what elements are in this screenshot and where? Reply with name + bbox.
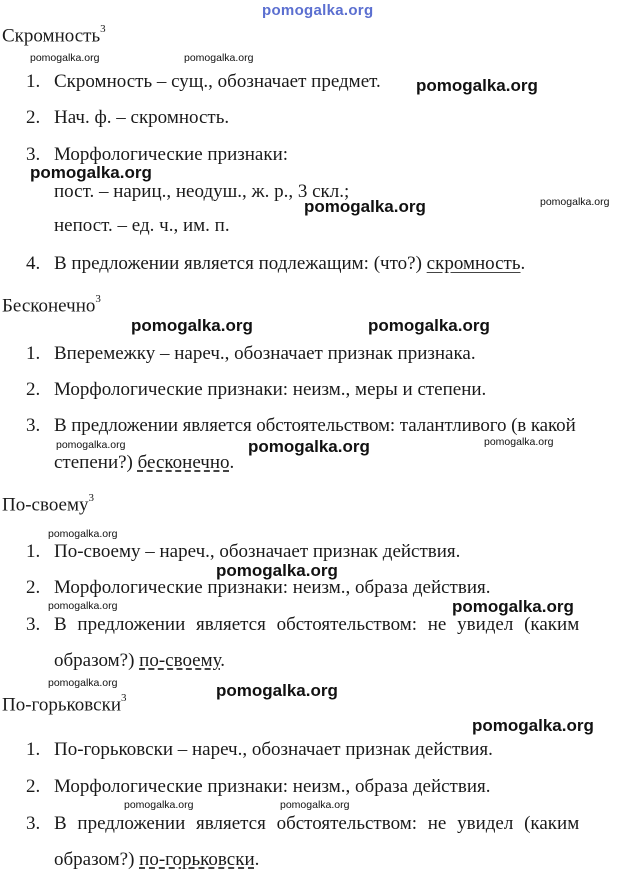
watermark: pomogalka.org xyxy=(472,716,594,735)
item-text: В предложении является подлежащим: (что?) xyxy=(54,253,422,274)
watermark: pomogalka.org xyxy=(540,196,610,208)
item-tail: . xyxy=(254,849,260,870)
item-text: В предложении является обстоятельством: не увидел (каким xyxy=(54,813,580,834)
watermark: pomogalka.org xyxy=(48,528,118,540)
watermark-top: pomogalka.org xyxy=(262,2,374,19)
heading-sup: 3 xyxy=(121,692,127,704)
answer-word: по-своему xyxy=(139,650,221,671)
watermark: pomogalka.org xyxy=(304,197,426,216)
item-subline: непост. – ед. ч., им. п. xyxy=(54,215,230,236)
item-number: 3. xyxy=(26,144,41,165)
item-continuation: образом?) xyxy=(54,650,135,671)
item-number: 1. xyxy=(26,343,41,364)
item-number: 2. xyxy=(26,577,41,598)
section-heading-po-svoemu xyxy=(2,494,94,516)
item-number: 3. xyxy=(26,415,41,436)
item-text: Морфологические признаки: неизм., образа действия. xyxy=(54,577,491,598)
watermark: pomogalka.org xyxy=(131,316,253,335)
watermark: pomogalka.org xyxy=(30,52,100,64)
item-text: Вперемежку – нареч., обозначает признак признака. xyxy=(54,343,476,364)
item-number: 1. xyxy=(26,541,41,562)
watermark: pomogalka.org xyxy=(124,799,194,811)
item-text: Морфологические признаки: неизм., меры и степени. xyxy=(54,379,487,400)
answer-word: по-горьковски xyxy=(139,849,255,870)
section-heading-po-gorkovski xyxy=(2,694,127,716)
section-heading-beskonechno xyxy=(2,295,101,317)
item-text: Скромность – сущ., обозначает предмет. xyxy=(54,71,381,92)
item-text: В предложении является обстоятельством: не увидел (каким xyxy=(54,614,580,635)
watermark: pomogalka.org xyxy=(484,436,554,448)
item-number: 1. xyxy=(26,739,41,760)
item-text: Морфологические признаки: неизм., образа действия. xyxy=(54,776,491,797)
watermark: pomogalka.org xyxy=(452,597,574,616)
item-text: По-своему – нареч., обозначает признак действия. xyxy=(54,541,461,562)
heading-word: Скромность xyxy=(2,25,101,47)
item-number: 4. xyxy=(26,253,41,274)
watermark: pomogalka.org xyxy=(416,76,538,95)
item-number: 3. xyxy=(26,813,41,834)
heading-sup: 3 xyxy=(88,492,95,504)
heading-sup: 3 xyxy=(95,293,101,305)
watermark: pomogalka.org xyxy=(48,600,118,612)
heading-sup: 3 xyxy=(100,23,106,35)
item-tail: . xyxy=(520,253,526,274)
answer-word: бесконечно xyxy=(137,452,230,473)
item-subline: пост. – нариц., неодуш., ж. р., 3 скл.; xyxy=(54,181,350,202)
item-continuation: степени?) xyxy=(54,452,133,473)
item-tail: . xyxy=(229,452,235,473)
item-text: Морфологические признаки: xyxy=(54,144,289,165)
item-continuation: образом?) xyxy=(54,849,135,870)
item-number: 2. xyxy=(26,776,41,797)
item-number: 1. xyxy=(26,71,41,92)
watermark: pomogalka.org xyxy=(280,799,350,811)
item-text: Нач. ф. – скромность. xyxy=(54,107,230,128)
watermark: pomogalka.org xyxy=(368,316,490,335)
heading-word: Бесконечно xyxy=(2,295,96,317)
section-heading-skromnost xyxy=(2,25,106,47)
heading-word: По-горьковски xyxy=(2,694,121,716)
watermark: pomogalka.org xyxy=(56,439,126,451)
watermark: pomogalka.org xyxy=(48,677,118,689)
answer-word: скромность xyxy=(426,253,521,274)
item-number: 3. xyxy=(26,614,41,635)
item-tail: . xyxy=(220,650,225,671)
item-number: 2. xyxy=(26,379,41,400)
item-number: 2. xyxy=(26,107,41,128)
watermark: pomogalka.org xyxy=(216,681,338,700)
heading-word: По-своему xyxy=(2,494,89,516)
watermark: pomogalka.org xyxy=(216,561,338,580)
watermark: pomogalka.org xyxy=(184,52,254,64)
item-text: В предложении является обстоятельством: талантливого (в какой xyxy=(54,415,576,436)
item-text: По-горьковски – нареч., обозначает признак действия. xyxy=(54,739,493,760)
watermark: pomogalka.org xyxy=(30,163,152,182)
watermark: pomogalka.org xyxy=(248,437,370,456)
